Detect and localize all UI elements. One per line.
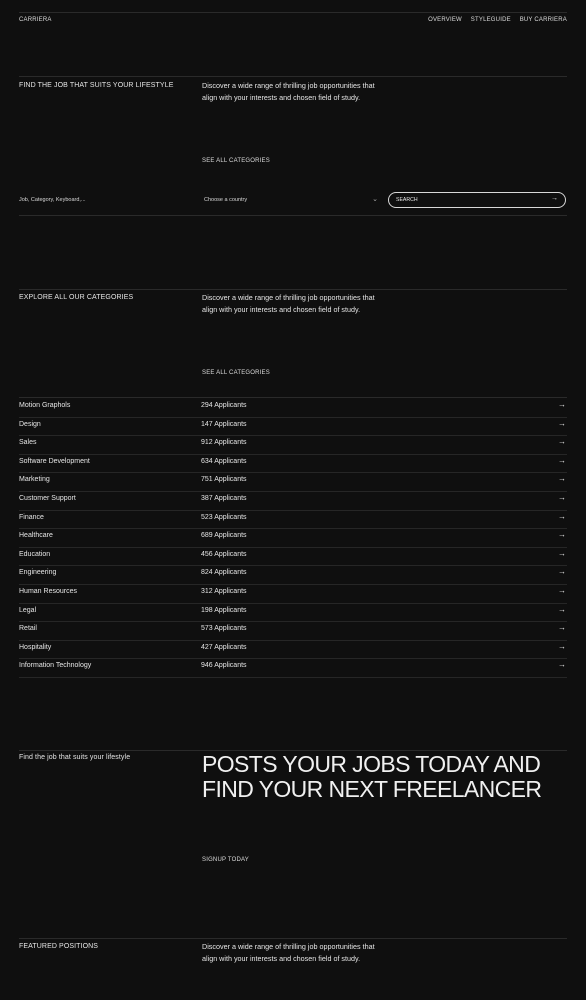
- arrow-right-icon[interactable]: →: [558, 586, 566, 595]
- search-divider: [19, 215, 567, 216]
- category-name: Legal: [19, 606, 37, 614]
- nav-styleguide-link[interactable]: STYLEGUIDE: [470, 17, 511, 23]
- category-applicant-count: 294 Applicants: [201, 402, 247, 409]
- category-applicant-count: 689 Applicants: [201, 532, 247, 540]
- arrow-right-icon[interactable]: →: [558, 455, 566, 465]
- category-row[interactable]: [19, 640, 567, 660]
- category-name: Information Technology: [19, 662, 92, 670]
- category-row[interactable]: [19, 621, 567, 641]
- category-applicant-count: 523 Applicants: [201, 513, 247, 521]
- categories-see-all-link[interactable]: SEE ALL CATEGORIES: [202, 370, 270, 376]
- country-select-label: Choose a country: [204, 197, 248, 203]
- category-name: Customer Support: [19, 495, 76, 502]
- nav-overview-link[interactable]: OVERVIEW: [428, 17, 462, 23]
- arrow-right-icon[interactable]: →: [558, 493, 566, 502]
- category-applicant-count: 387 Applicants: [201, 495, 247, 502]
- category-row[interactable]: [19, 417, 567, 437]
- arrow-right-icon[interactable]: →: [558, 660, 566, 670]
- category-applicant-count: 824 Applicants: [201, 569, 247, 577]
- category-name: Finance: [19, 513, 44, 521]
- category-applicant-count: 912 Applicants: [201, 439, 247, 447]
- hero-eyebrow: FIND THE JOB THAT SUITS YOUR LIFESTYLE: [19, 82, 174, 89]
- category-row[interactable]: [19, 491, 567, 511]
- category-applicant-count: 634 Applicants: [201, 457, 247, 465]
- category-name: Education: [19, 550, 51, 558]
- arrow-right-icon[interactable]: →: [558, 418, 566, 428]
- category-applicant-count: 427 Applicants: [201, 643, 247, 651]
- chevron-down-icon: ⌄: [372, 196, 378, 203]
- category-applicant-count: 456 Applicants: [201, 550, 247, 558]
- arrow-right-icon: →: [551, 195, 558, 202]
- category-applicant-count: 573 Applicants: [201, 625, 247, 633]
- main-nav: [421, 17, 567, 23]
- arrow-right-icon[interactable]: →: [558, 604, 566, 614]
- category-row[interactable]: [19, 658, 567, 678]
- keyword-input[interactable]: Job, Category, Keyboard,...: [19, 197, 86, 203]
- category-applicant-count: 312 Applicants: [201, 588, 247, 595]
- category-row[interactable]: [19, 547, 567, 567]
- category-name: Hospitality: [19, 643, 52, 651]
- featured-eyebrow: FEATURED POSITIONS: [19, 943, 99, 950]
- arrow-right-icon[interactable]: →: [558, 400, 566, 409]
- category-name: Engineering: [19, 569, 57, 577]
- hero-divider: [19, 76, 567, 77]
- signup-link[interactable]: SIGNUP TODAY: [202, 857, 249, 863]
- category-row[interactable]: [19, 510, 567, 530]
- category-name: Human Resources: [19, 588, 77, 595]
- category-row[interactable]: [19, 565, 567, 585]
- categories-divider: [19, 289, 567, 290]
- arrow-right-icon[interactable]: →: [558, 641, 566, 651]
- logo[interactable]: CARRIERA: [19, 17, 52, 23]
- arrow-right-icon[interactable]: →: [558, 567, 566, 577]
- hero-see-all-link[interactable]: SEE ALL CATEGORIES: [202, 158, 270, 164]
- arrow-right-icon[interactable]: →: [558, 474, 566, 484]
- category-row[interactable]: [19, 398, 567, 418]
- category-row[interactable]: [19, 435, 567, 455]
- arrow-right-icon[interactable]: →: [558, 511, 566, 521]
- category-row[interactable]: [19, 528, 567, 548]
- hero-description: Discover a wide range of thrilling job opportunities that align with your interests and chosen field of study.: [202, 81, 375, 102]
- nav-buy-link[interactable]: BUY CARRIERA: [519, 17, 567, 23]
- search-button-label: SEARCH: [396, 196, 418, 203]
- category-applicant-count: 147 Applicants: [201, 420, 247, 428]
- category-name: Marketing: [19, 476, 50, 484]
- search-button[interactable]: [388, 192, 566, 208]
- category-row[interactable]: [19, 603, 567, 623]
- category-applicant-count: 946 Applicants: [201, 662, 247, 670]
- category-name: Design: [19, 420, 41, 428]
- categories-description: Discover a wide range of thrilling job opportunities that align with your interests and chosen field of study.: [202, 293, 375, 314]
- category-applicant-count: 751 Applicants: [201, 476, 247, 484]
- category-applicant-count: 198 Applicants: [201, 606, 247, 614]
- cta-title-line-1: POSTS YOUR JOBS TODAY AND: [202, 751, 541, 777]
- category-name: Healthcare: [19, 532, 53, 540]
- cta-title-line-2: FIND YOUR NEXT FREELANCER: [202, 776, 542, 802]
- cta-title: [202, 752, 572, 802]
- category-row[interactable]: [19, 454, 567, 474]
- country-select[interactable]: [202, 194, 380, 206]
- arrow-right-icon[interactable]: →: [558, 548, 566, 558]
- category-name: Software Development: [19, 457, 90, 465]
- category-name: Sales: [19, 439, 37, 447]
- header-top-divider: [19, 12, 567, 13]
- category-name: Motion Graphols: [19, 402, 71, 409]
- featured-description: Discover a wide range of thrilling job opportunities that align with your interests and chosen field of study.: [202, 942, 375, 963]
- category-row[interactable]: [19, 584, 567, 604]
- category-name: Retail: [19, 625, 37, 633]
- featured-divider: [19, 938, 567, 939]
- categories-eyebrow: EXPLORE ALL OUR CATEGORIES: [19, 294, 134, 301]
- arrow-right-icon[interactable]: →: [558, 623, 566, 633]
- category-row[interactable]: [19, 472, 567, 492]
- arrow-right-icon[interactable]: →: [558, 437, 566, 447]
- cta-eyebrow: Find the job that suits your lifestyle: [19, 754, 131, 761]
- arrow-right-icon[interactable]: →: [558, 530, 566, 540]
